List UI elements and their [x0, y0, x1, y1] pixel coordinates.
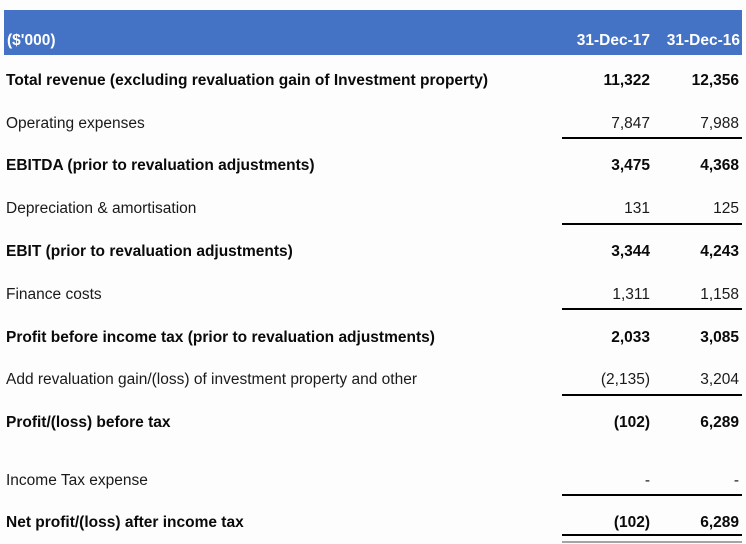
value-31-dec-16: 6,289: [700, 514, 739, 532]
value-31-dec-17: -: [644, 471, 650, 489]
table-row: [0, 102, 746, 145]
row-values: [562, 243, 742, 261]
value-31-dec-16: 12,356: [691, 71, 739, 89]
value-31-dec-16: 3,204: [700, 371, 739, 389]
row-label: EBITDA (prior to revaluation adjustments): [6, 157, 315, 175]
value-31-dec-17: 3,344: [611, 243, 650, 261]
row-values: [562, 286, 742, 304]
table-row: [0, 231, 746, 274]
table-row: [0, 502, 746, 544]
row-values: [562, 329, 742, 347]
row-label: Net profit/(loss) after income tax: [6, 514, 244, 532]
row-underline: [562, 223, 742, 225]
table-row: [0, 359, 746, 402]
row-underline: [562, 534, 742, 536]
column-header-31-dec-16: 31-Dec-16: [666, 32, 740, 49]
row-label: Total revenue (excluding revaluation gain of Investment property): [6, 71, 489, 89]
value-31-dec-16: 3,085: [700, 328, 739, 346]
row-label: Finance costs: [6, 285, 102, 303]
row-values: [562, 414, 742, 432]
value-31-dec-16: 4,243: [700, 243, 739, 261]
row-underline: [562, 394, 742, 396]
table-row: [0, 402, 746, 445]
value-31-dec-17: 2,033: [611, 328, 650, 346]
table-row: [0, 459, 746, 502]
row-values: [562, 200, 742, 218]
row-label: Profit/(loss) before tax: [6, 414, 171, 432]
row-label: Add revaluation gain/(loss) of investment property and other: [6, 371, 417, 389]
table-row: [0, 273, 746, 316]
row-label: Operating expenses: [6, 114, 145, 132]
row-values: [562, 157, 742, 175]
table-row: [0, 145, 746, 188]
value-31-dec-16: 7,988: [700, 114, 739, 132]
value-31-dec-17: (102): [613, 514, 650, 532]
row-underline: [562, 494, 742, 496]
value-31-dec-17: 7,847: [611, 114, 650, 132]
column-headers: [562, 32, 742, 50]
row-values: [562, 115, 742, 133]
value-31-dec-17: (102): [613, 414, 650, 432]
value-31-dec-17: 11,322: [603, 71, 650, 89]
row-underline: [562, 308, 742, 310]
table-row: [0, 188, 746, 231]
value-31-dec-16: -: [733, 471, 739, 489]
value-31-dec-17: (2,135): [600, 371, 650, 389]
value-31-dec-16: 4,368: [700, 157, 739, 175]
row-values: [562, 371, 742, 389]
value-31-dec-16: 1,158: [700, 285, 739, 303]
column-header-31-dec-17: 31-Dec-17: [576, 32, 650, 49]
value-31-dec-17: 131: [624, 200, 650, 218]
row-values: [562, 514, 742, 532]
row-label: Income Tax expense: [6, 471, 148, 489]
table-row: [0, 316, 746, 359]
row-underline: [562, 137, 742, 139]
row-label: Depreciation & amortisation: [6, 200, 197, 218]
value-31-dec-17: 3,475: [611, 157, 650, 175]
value-31-dec-17: 1,311: [612, 285, 650, 303]
row-values: [562, 72, 742, 90]
value-31-dec-16: 6,289: [700, 414, 739, 432]
units-label: ($'000): [7, 32, 56, 49]
row-values: [562, 472, 742, 490]
row-label: EBIT (prior to revaluation adjustments): [6, 243, 293, 261]
table-header-row: [4, 10, 742, 55]
row-label: Profit before income tax (prior to revaluation adjustments): [6, 328, 435, 346]
table-body: [0, 60, 746, 544]
value-31-dec-16: 125: [713, 200, 739, 218]
table-row: [0, 60, 746, 103]
